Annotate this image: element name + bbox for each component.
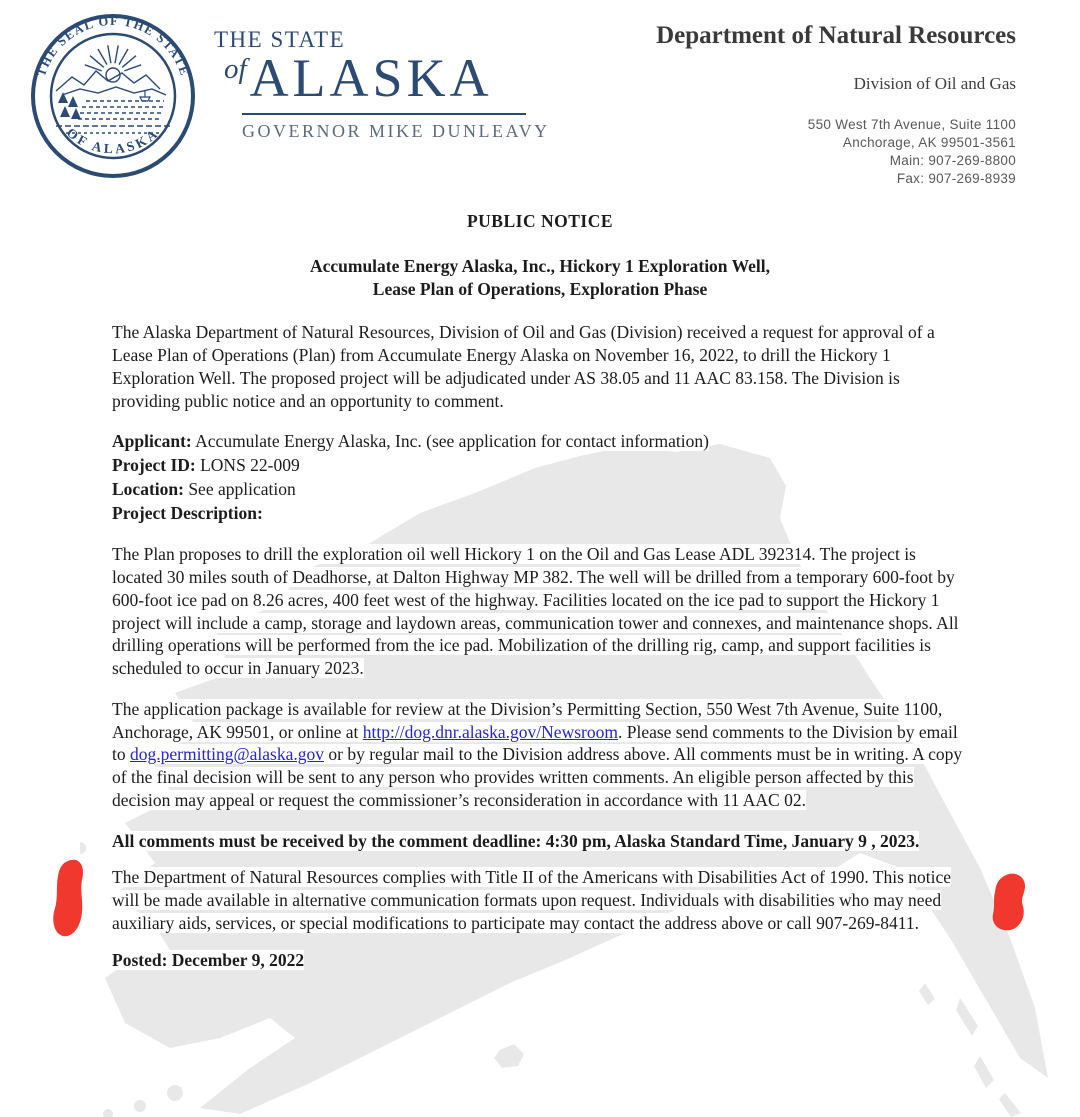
notice-body xyxy=(112,210,968,971)
comment-instructions-paragraph: The application package is available for review at the Division’s Permitting Section, 550 West 7th Avenue, Suite 1100, Anchorage, AK 99501, or online at http://dog.dnr.alaska.gov/Newsroom. Please send comments to the Division by email to dog.permitting@alaska.gov or by regular mail to the Division address above. All comments must be in writing. A copy of the final decision will be sent to any person who provides written comments. An eligible person affected by this decision may appeal or request the commissioner’s reconsideration in accordance with 11 AAC 02. xyxy=(112,698,963,810)
posted-date: Posted: December 9, 2022 xyxy=(112,949,305,970)
address-line: Fax: 907-269-8939 xyxy=(896,171,1016,187)
address-block xyxy=(656,116,1016,189)
newsroom-link[interactable]: http://dog.dnr.alaska.gov/Newsroom xyxy=(362,721,618,742)
department-title: Department of Natural Resources xyxy=(656,22,1016,49)
subtitle-line-1: Accumulate Energy Alaska, Inc., Hickory 1 Exploration Well, xyxy=(309,255,771,276)
notice-subtitle xyxy=(112,255,968,302)
seal-bottom-text: OF ALASKA xyxy=(63,124,163,157)
subtitle-line-2: Lease Plan of Operations, Exploration Phase xyxy=(372,279,708,300)
detail-row-location: Location: See application xyxy=(112,478,296,499)
logo-of: of xyxy=(224,53,247,85)
letterhead xyxy=(0,0,1080,186)
address-line: 550 West 7th Avenue, Suite 1100 xyxy=(807,116,1016,132)
red-marker-right xyxy=(986,870,1038,936)
logo-alaska: ALASKA xyxy=(249,48,493,108)
project-description-paragraph: The Plan proposes to drill the exploration oil well Hickory 1 on the Oil and Gas Lease ADL 392314. The project is located 30 miles south of Deadhorse, at Dalton Highway MP 382. The well will be drilled from a temporary 600-foot by 600-foot ice pad on 8.26 acres, 400 feet west of the highway. Facilities located on the ice pad to support the Hickory 1 project will include a camp, storage and laydown areas, communication tower and connexes, and maintenance shops. All drilling operations will be performed from the ice pad. Mobilization of the drilling rig, camp, and support facilities is scheduled to occur in January 2023. xyxy=(112,544,959,679)
detail-row-applicant: Applicant: Accumulate Energy Alaska, Inc. (see application for contact information) xyxy=(112,431,709,452)
project-details xyxy=(112,430,968,525)
seal-artwork xyxy=(56,45,170,133)
permitting-email-link[interactable]: dog.permitting@alaska.gov xyxy=(130,744,324,765)
logo-the-state: THE STATE xyxy=(214,27,346,52)
ada-compliance-paragraph: The Department of Natural Resources complies with Title II of the Americans with Disabilities Act of 1990. This notice will be made available in alternative communication formats upon request. Individuals with disabilities who may need auxiliary aids, services, or special modifications to participate may contact the address above or call 907-269-8411. xyxy=(112,867,952,933)
address-line: Anchorage, AK 99501-3561 xyxy=(842,134,1016,150)
red-marker-left xyxy=(48,856,94,944)
comment-deadline-paragraph: All comments must be received by the comment deadline: 4:30 pm, Alaska Standard Time, January 9 , 2023. xyxy=(112,830,920,851)
address-line: Main: 907-269-8800 xyxy=(889,152,1016,168)
logo-divider xyxy=(242,113,526,115)
detail-row-project-id: Project ID: LONS 22-009 xyxy=(112,455,300,476)
division-name: Division of Oil and Gas xyxy=(853,73,1016,93)
intro-paragraph: The Alaska Department of Natural Resources, Division of Oil and Gas (Division) received a request for approval of a Lease Plan of Operations (Plan) from Accumulate Energy Alaska on November 16, 2022, to drill the Hickory 1 Exploration Well. The proposed project will be adjudicated under AS 38.05 and 11 AAC 83.158. The Division is providing public notice and an opportunity to comment. xyxy=(112,322,935,411)
department-block xyxy=(656,10,1016,186)
notice-title: PUBLIC NOTICE xyxy=(466,211,614,231)
alaska-state-seal-icon xyxy=(28,10,198,182)
state-logo xyxy=(28,10,550,186)
detail-row-description: Project Description: xyxy=(112,502,263,523)
svg-text:OF ALASKA xyxy=(64,125,162,157)
governor-name: GOVERNOR MIKE DUNLEAVY xyxy=(242,121,550,142)
seal-top-text: THE SEAL OF THE STATE xyxy=(33,13,193,79)
state-logo-text xyxy=(214,10,550,186)
